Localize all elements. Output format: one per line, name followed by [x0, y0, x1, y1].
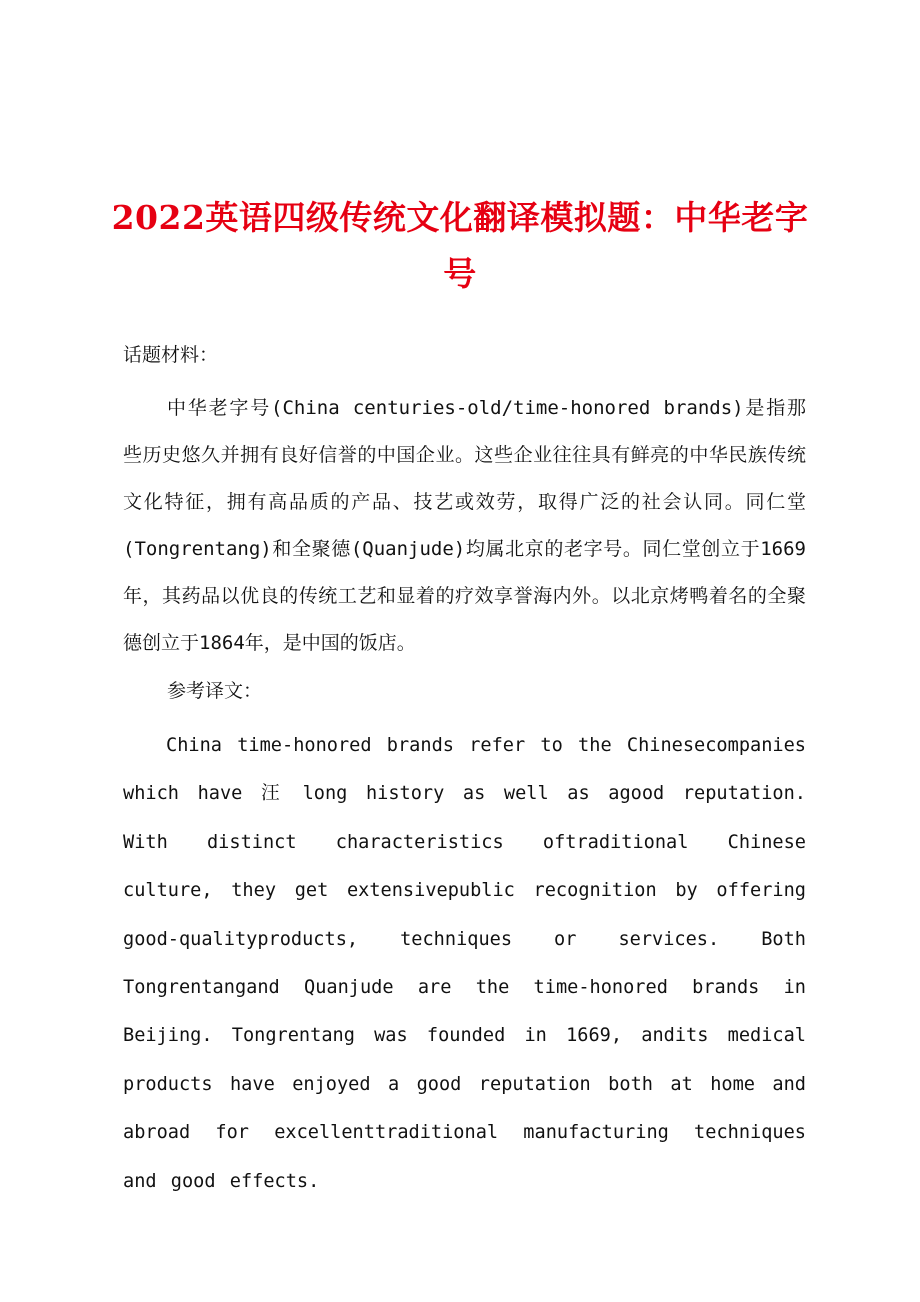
reference-translation-label: 参考译文： [167, 680, 263, 702]
english-translation-paragraph: China time-honored brands refer to the Chinesecompanies which have 汪 long history as well as agood reputation. With distinct characteristics oftraditional Chinese culture, they get extensivepublic recognition by offering good-qualityproducts, techniques or services. Both Tongrentangand Quanjude are the time-honored brands in Beijing. Tongrentang was founded in 1669, andits medical products have enjoyed a good reputation both at home and abroad for excellenttraditional manufacturing techniques and good effects. [123, 735, 806, 1192]
chinese-paragraph: 中华老字号(China centuries-old/time-honored brands)是指那些历史悠久并拥有良好信誉的中国企业。这些企业往往具有鲜亮的中华民族传统文化特征，拥有高品质的产品、技艺或效劳，取得广泛的社会认同。同仁堂(Tongrentang)和全聚德(Quanjude)均属北京的老字号。同仁堂创立于1669年，其药品以优良的传统工艺和显着的疗效享誉海内外。以北京烤鸭着名的全聚德创立于1864年，是中国的饭店。 [123, 397, 806, 654]
document-title: 2022英语四级传统文化翻译模拟题：中华老字号 [111, 198, 809, 293]
topic-material-label: 话题材料： [123, 344, 219, 366]
